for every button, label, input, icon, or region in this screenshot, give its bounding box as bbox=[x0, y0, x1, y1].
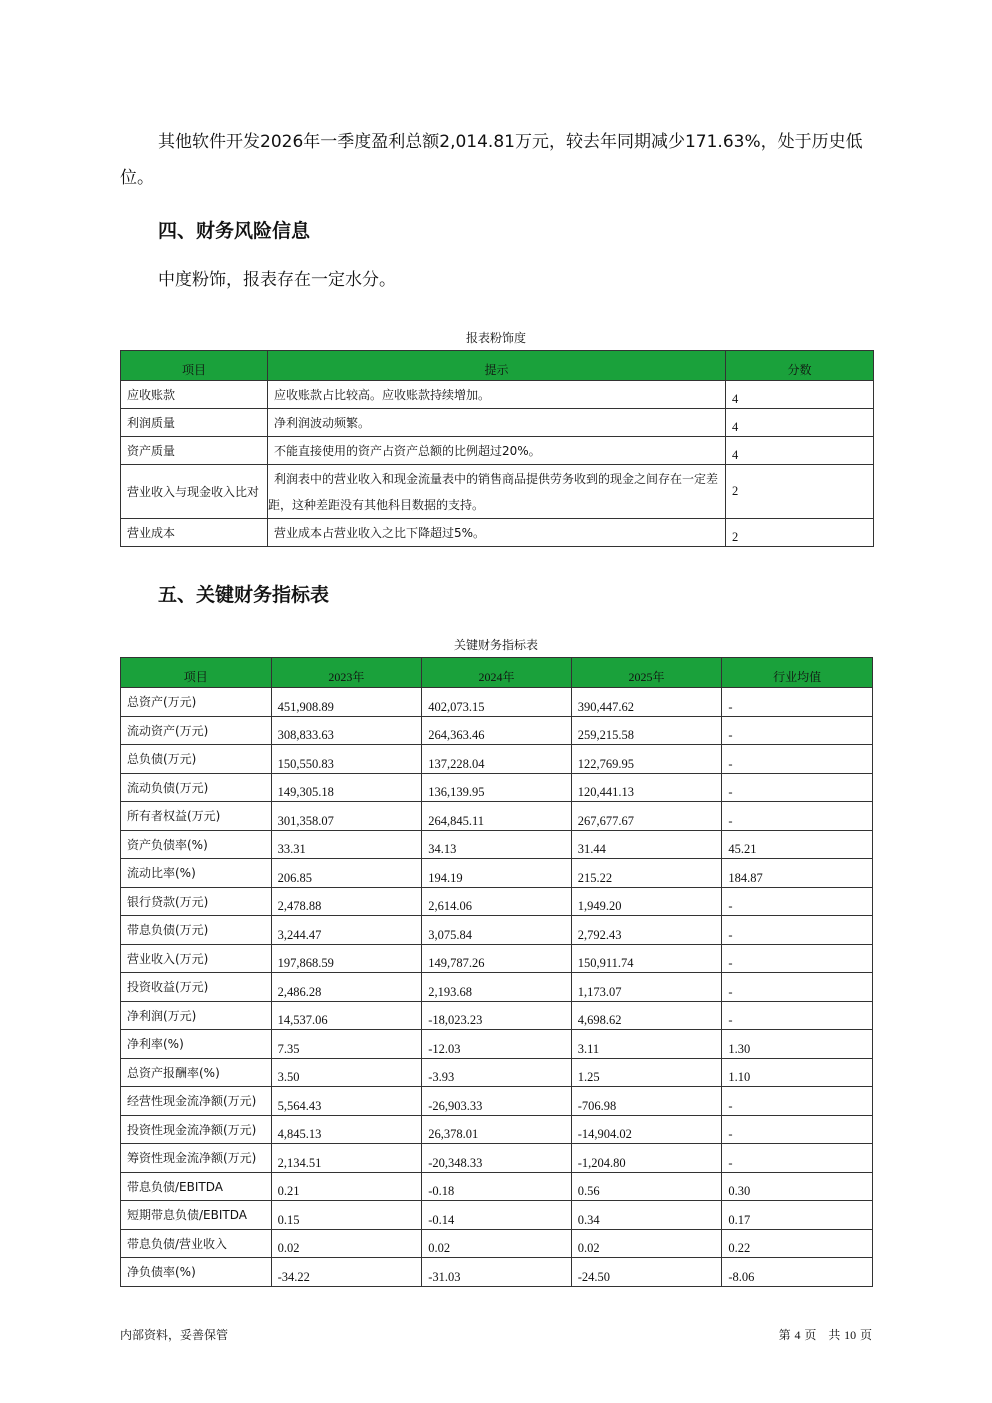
metrics-col-industry-avg: 行业均值 bbox=[722, 658, 873, 688]
metric-name: 投资收益(万元) bbox=[121, 973, 272, 1002]
risk-item: 利润质量 bbox=[121, 409, 268, 437]
metric-2025: 390,447.62 bbox=[571, 688, 722, 717]
metric-2025: 150,911.74 bbox=[571, 944, 722, 973]
metrics-table-body bbox=[121, 688, 873, 1287]
risk-score: 4 bbox=[726, 437, 874, 465]
risk-table bbox=[120, 350, 874, 547]
metric-2023: 2,134.51 bbox=[271, 1144, 422, 1173]
metric-industry-avg: - bbox=[722, 745, 873, 774]
risk-item: 资产质量 bbox=[121, 437, 268, 465]
metric-2025: -706.98 bbox=[571, 1087, 722, 1116]
metric-name: 总资产报酬率(%) bbox=[121, 1058, 272, 1087]
footer-page-number bbox=[779, 1326, 872, 1343]
metric-2023: 149,305.18 bbox=[271, 773, 422, 802]
table-row bbox=[121, 802, 873, 831]
metric-industry-avg: -8.06 bbox=[722, 1258, 873, 1287]
metric-industry-avg: 0.17 bbox=[722, 1201, 873, 1230]
metric-2025: -1,204.80 bbox=[571, 1144, 722, 1173]
metric-name: 总资产(万元) bbox=[121, 688, 272, 717]
risk-col-item: 项目 bbox=[121, 351, 268, 381]
metric-2025: 259,215.58 bbox=[571, 716, 722, 745]
metric-2023: 3,244.47 bbox=[271, 916, 422, 945]
risk-col-score: 分数 bbox=[726, 351, 874, 381]
metric-name: 带息负债/营业收入 bbox=[121, 1229, 272, 1258]
metric-2024: -31.03 bbox=[422, 1258, 572, 1287]
metric-2024: 34.13 bbox=[422, 830, 572, 859]
metric-name: 总负债(万元) bbox=[121, 745, 272, 774]
metric-2025: 0.34 bbox=[571, 1201, 722, 1230]
footer-page-suffix: 页 bbox=[859, 1328, 872, 1342]
footer-page-total: 10 bbox=[844, 1328, 857, 1342]
metrics-col-2025: 2025年 bbox=[571, 658, 722, 688]
risk-item: 应收账款 bbox=[121, 381, 268, 409]
risk-score: 4 bbox=[726, 381, 874, 409]
metric-name: 投资性现金流净额(万元) bbox=[121, 1115, 272, 1144]
metric-2025: 120,441.13 bbox=[571, 773, 722, 802]
metrics-col-item: 项目 bbox=[121, 658, 272, 688]
metric-2024: 2,193.68 bbox=[422, 973, 572, 1002]
metric-2024: -26,903.33 bbox=[422, 1087, 572, 1116]
risk-score: 4 bbox=[726, 409, 874, 437]
metric-2024: 194.19 bbox=[422, 859, 572, 888]
section4-paragraph: 中度粉饰，报表存在一定水分。 bbox=[158, 270, 396, 290]
metric-2024: -0.14 bbox=[422, 1201, 572, 1230]
metric-2024: -12.03 bbox=[422, 1030, 572, 1059]
risk-col-hint: 提示 bbox=[268, 351, 726, 381]
metric-2024: 137,228.04 bbox=[422, 745, 572, 774]
risk-hint: 利润表中的营业收入和现金流量表中的销售商品提供劳务收到的现金之间存在一定差距，这种差距没有其他科目数据的支持。 bbox=[268, 465, 726, 519]
risk-score: 2 bbox=[726, 465, 874, 519]
metrics-col-2024: 2024年 bbox=[422, 658, 572, 688]
metric-2024: -20,348.33 bbox=[422, 1144, 572, 1173]
metric-2023: 301,358.07 bbox=[271, 802, 422, 831]
metric-2024: 149,787.26 bbox=[422, 944, 572, 973]
metric-2025: -14,904.02 bbox=[571, 1115, 722, 1144]
metrics-col-2023: 2023年 bbox=[271, 658, 422, 688]
metric-2023: 4,845.13 bbox=[271, 1115, 422, 1144]
metric-2025: 1.25 bbox=[571, 1058, 722, 1087]
section5-heading: 五、关键财务指标表 bbox=[158, 584, 330, 606]
metric-2024: -0.18 bbox=[422, 1172, 572, 1201]
metric-2024: 264,363.46 bbox=[422, 716, 572, 745]
table-row bbox=[121, 1201, 873, 1230]
footer-confidential: 内部资料，妥善保管 bbox=[120, 1328, 229, 1342]
table-row bbox=[121, 688, 873, 717]
table-row bbox=[121, 716, 873, 745]
metric-2025: 267,677.67 bbox=[571, 802, 722, 831]
metric-name: 净利率(%) bbox=[121, 1030, 272, 1059]
metrics-table-caption: 关键财务指标表 bbox=[453, 638, 538, 652]
metric-2023: 308,833.63 bbox=[271, 716, 422, 745]
metric-2023: 14,537.06 bbox=[271, 1001, 422, 1030]
table-row bbox=[121, 859, 873, 888]
table-row bbox=[121, 519, 874, 547]
risk-item: 营业成本 bbox=[121, 519, 268, 547]
metric-2023: 0.02 bbox=[271, 1229, 422, 1258]
metric-2023: 451,908.89 bbox=[271, 688, 422, 717]
risk-table-caption: 报表粉饰度 bbox=[465, 331, 526, 345]
metric-name: 带息负债/EBITDA bbox=[121, 1172, 272, 1201]
metric-2023: 0.15 bbox=[271, 1201, 422, 1230]
table-row bbox=[121, 1001, 873, 1030]
metric-2024: -3.93 bbox=[422, 1058, 572, 1087]
metric-industry-avg: - bbox=[722, 1001, 873, 1030]
metric-2023: 33.31 bbox=[271, 830, 422, 859]
table-row bbox=[121, 944, 873, 973]
metric-industry-avg: - bbox=[722, 802, 873, 831]
metric-2023: 2,478.88 bbox=[271, 887, 422, 916]
metric-2023: -34.22 bbox=[271, 1258, 422, 1287]
metric-industry-avg: 45.21 bbox=[722, 830, 873, 859]
metric-2025: 3.11 bbox=[571, 1030, 722, 1059]
metric-2025: 4,698.62 bbox=[571, 1001, 722, 1030]
metric-2025: 0.02 bbox=[571, 1229, 722, 1258]
metric-2023: 7.35 bbox=[271, 1030, 422, 1059]
metric-name: 短期带息负债/EBITDA bbox=[121, 1201, 272, 1230]
metric-2025: 122,769.95 bbox=[571, 745, 722, 774]
metric-2023: 150,550.83 bbox=[271, 745, 422, 774]
section4-heading: 四、财务风险信息 bbox=[158, 220, 311, 242]
metric-2024: 264,845.11 bbox=[422, 802, 572, 831]
table-row bbox=[121, 773, 873, 802]
metric-2025: 1,949.20 bbox=[571, 887, 722, 916]
metrics-table-header bbox=[121, 658, 873, 688]
metric-2024: 26,378.01 bbox=[422, 1115, 572, 1144]
metric-name: 营业收入(万元) bbox=[121, 944, 272, 973]
metric-2023: 197,868.59 bbox=[271, 944, 422, 973]
risk-hint: 净利润波动频繁。 bbox=[268, 409, 726, 437]
metric-2023: 0.21 bbox=[271, 1172, 422, 1201]
footer-page-prefix: 第 bbox=[778, 1328, 791, 1342]
metric-name: 流动负债(万元) bbox=[121, 773, 272, 802]
table-row bbox=[121, 973, 873, 1002]
metric-industry-avg: 1.30 bbox=[722, 1030, 873, 1059]
metric-name: 经营性现金流净额(万元) bbox=[121, 1087, 272, 1116]
metric-name: 带息负债(万元) bbox=[121, 916, 272, 945]
table-row bbox=[121, 1144, 873, 1173]
metric-2025: 215.22 bbox=[571, 859, 722, 888]
metric-name: 筹资性现金流净额(万元) bbox=[121, 1144, 272, 1173]
metric-industry-avg: 0.30 bbox=[722, 1172, 873, 1201]
table-row bbox=[121, 1058, 873, 1087]
metric-2024: 402,073.15 bbox=[422, 688, 572, 717]
footer-page-mid: 页 共 bbox=[804, 1328, 841, 1342]
table-row bbox=[121, 1172, 873, 1201]
risk-table-header bbox=[121, 351, 874, 381]
metric-industry-avg: - bbox=[722, 716, 873, 745]
risk-item: 营业收入与现金收入比对 bbox=[121, 465, 268, 519]
metric-2024: 2,614.06 bbox=[422, 887, 572, 916]
metric-2024: 136,139.95 bbox=[422, 773, 572, 802]
table-row bbox=[121, 745, 873, 774]
metric-industry-avg: - bbox=[722, 916, 873, 945]
metric-industry-avg: - bbox=[722, 1115, 873, 1144]
metric-2025: 31.44 bbox=[571, 830, 722, 859]
metric-2024: 0.02 bbox=[422, 1229, 572, 1258]
intro-paragraph: 其他软件开发2026年一季度盈利总额2,014.81万元，较去年同期减少171.63%，处于历史低位。 bbox=[120, 132, 863, 188]
metric-industry-avg: - bbox=[722, 773, 873, 802]
metric-name: 所有者权益(万元) bbox=[121, 802, 272, 831]
metric-2023: 206.85 bbox=[271, 859, 422, 888]
metric-2024: -18,023.23 bbox=[422, 1001, 572, 1030]
metric-2025: 1,173.07 bbox=[571, 973, 722, 1002]
metric-name: 净负债率(%) bbox=[121, 1258, 272, 1287]
metric-2023: 2,486.28 bbox=[271, 973, 422, 1002]
metric-name: 银行贷款(万元) bbox=[121, 887, 272, 916]
metric-industry-avg: - bbox=[722, 688, 873, 717]
table-row bbox=[121, 1115, 873, 1144]
metric-industry-avg: - bbox=[722, 944, 873, 973]
metric-industry-avg: - bbox=[722, 1087, 873, 1116]
risk-score: 2 bbox=[726, 519, 874, 547]
metric-industry-avg: - bbox=[722, 887, 873, 916]
metric-name: 流动资产(万元) bbox=[121, 716, 272, 745]
metric-industry-avg: - bbox=[722, 1144, 873, 1173]
table-row bbox=[121, 1087, 873, 1116]
metric-name: 净利润(万元) bbox=[121, 1001, 272, 1030]
metric-2023: 5,564.43 bbox=[271, 1087, 422, 1116]
metric-2024: 3,075.84 bbox=[422, 916, 572, 945]
metric-2023: 3.50 bbox=[271, 1058, 422, 1087]
metric-2025: 2,792.43 bbox=[571, 916, 722, 945]
table-row bbox=[121, 465, 874, 519]
table-row bbox=[121, 1229, 873, 1258]
table-row bbox=[121, 1030, 873, 1059]
footer-page-current: 4 bbox=[794, 1328, 801, 1342]
metric-industry-avg: 1.10 bbox=[722, 1058, 873, 1087]
table-row bbox=[121, 409, 874, 437]
metric-industry-avg: 0.22 bbox=[722, 1229, 873, 1258]
table-row bbox=[121, 916, 873, 945]
metric-name: 资产负债率(%) bbox=[121, 830, 272, 859]
risk-hint: 不能直接使用的资产占资产总额的比例超过20%。 bbox=[268, 437, 726, 465]
table-row bbox=[121, 381, 874, 409]
table-row bbox=[121, 1258, 873, 1287]
metric-industry-avg: 184.87 bbox=[722, 859, 873, 888]
metrics-table bbox=[120, 657, 873, 1287]
metric-industry-avg: - bbox=[722, 973, 873, 1002]
metric-name: 流动比率(%) bbox=[121, 859, 272, 888]
table-row bbox=[121, 830, 873, 859]
risk-hint: 应收账款占比较高。应收账款持续增加。 bbox=[268, 381, 726, 409]
table-row bbox=[121, 887, 873, 916]
metric-2025: -24.50 bbox=[571, 1258, 722, 1287]
table-row bbox=[121, 437, 874, 465]
metric-2025: 0.56 bbox=[571, 1172, 722, 1201]
risk-hint: 营业成本占营业收入之比下降超过5%。 bbox=[268, 519, 726, 547]
